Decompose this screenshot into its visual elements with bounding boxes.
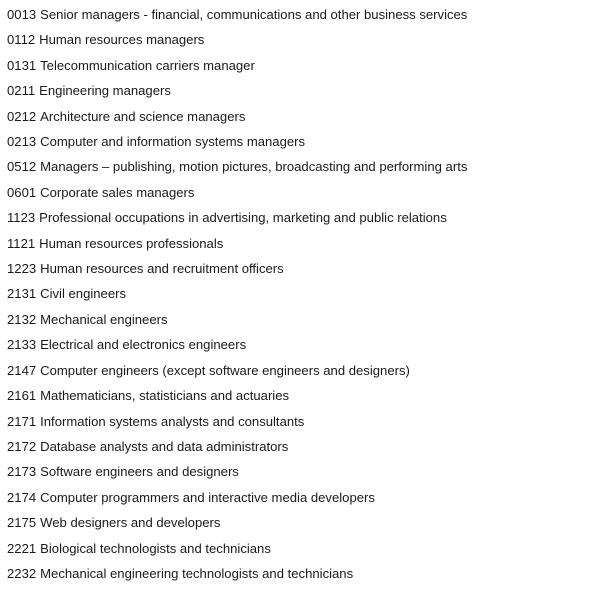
occupation-title: Mathematicians, statisticians and actuaries	[40, 388, 290, 404]
list-item	[7, 131, 587, 156]
list-item	[7, 55, 587, 80]
occupation-code: 0211	[7, 83, 36, 99]
occupation-title: Architecture and science managers	[40, 108, 246, 124]
list-item	[7, 309, 587, 334]
occupation-title: Human resources managers	[39, 32, 205, 48]
occupation-title: Software engineers and designers	[40, 464, 239, 480]
occupation-code: 2173	[7, 464, 37, 480]
list-item	[7, 207, 587, 232]
list-item	[7, 360, 587, 385]
occupation-code: 0512	[7, 159, 37, 175]
occupation-code: 1123	[7, 210, 36, 226]
occupation-title: Human resources professionals	[39, 235, 224, 251]
occupation-code: 2147	[7, 362, 37, 378]
list-item	[7, 411, 587, 436]
list-item	[7, 4, 587, 29]
occupation-code: 0212	[7, 108, 37, 124]
occupation-title: Web designers and developers	[40, 515, 221, 531]
occupation-title: Professional occupations in advertising, marketing and public relations	[39, 210, 447, 226]
occupation-code: 2132	[7, 311, 37, 327]
list-item	[7, 80, 587, 105]
list-item	[7, 487, 587, 512]
occupation-code: 0013	[7, 7, 37, 22]
occupation-title: Information systems analysts and consultants	[40, 413, 305, 429]
occupation-title: Managers – publishing, motion pictures, broadcasting and performing arts	[40, 159, 468, 175]
list-item	[7, 106, 587, 131]
list-item	[7, 233, 587, 258]
occupation-title: Human resources and recruitment officers	[40, 261, 284, 277]
list-item	[7, 538, 587, 563]
occupation-title: Computer and information systems managers	[40, 134, 306, 150]
occupation-code: 0131	[7, 57, 37, 73]
occupation-title: Biological technologists and technicians	[40, 540, 271, 556]
occupation-code: 0112	[7, 32, 36, 48]
list-item	[7, 436, 587, 461]
occupation-list	[7, 4, 587, 588]
occupation-code: 2131	[7, 286, 37, 302]
occupation-title: Mechanical engineers	[40, 311, 168, 327]
occupation-code: 2232	[7, 565, 37, 581]
occupation-title: Computer engineers (except software engineers and designers)	[40, 362, 410, 378]
occupation-title: Corporate sales managers	[40, 184, 195, 200]
occupation-code: 1121	[7, 235, 36, 251]
list-item	[7, 156, 587, 181]
list-item	[7, 29, 587, 54]
occupation-code: 2172	[7, 438, 37, 454]
occupation-title: Mechanical engineering technologists and technicians	[40, 565, 354, 581]
occupation-code: 2171	[7, 413, 37, 429]
list-item	[7, 385, 587, 410]
list-item	[7, 258, 587, 283]
list-item	[7, 563, 587, 588]
occupation-title: Electrical and electronics engineers	[40, 337, 247, 353]
occupation-code: 0213	[7, 134, 37, 150]
occupation-code: 2175	[7, 515, 37, 531]
occupation-code: 1223	[7, 261, 37, 277]
occupation-title: Telecommunication carriers manager	[40, 57, 255, 73]
occupation-title: Senior managers - financial, communications and other business services	[40, 7, 468, 22]
occupation-code: 2221	[7, 540, 37, 556]
list-item	[7, 512, 587, 537]
occupation-code: 0601	[7, 184, 37, 200]
occupation-title: Engineering managers	[39, 83, 171, 99]
occupation-title: Civil engineers	[40, 286, 127, 302]
list-item	[7, 461, 587, 486]
occupation-title: Computer programmers and interactive media developers	[40, 489, 375, 505]
occupation-title: Database analysts and data administrators	[40, 438, 289, 454]
occupation-code: 2174	[7, 489, 37, 505]
list-item	[7, 283, 587, 308]
list-item	[7, 334, 587, 359]
occupation-code: 2161	[7, 388, 37, 404]
occupation-code: 2133	[7, 337, 37, 353]
list-item	[7, 182, 587, 207]
